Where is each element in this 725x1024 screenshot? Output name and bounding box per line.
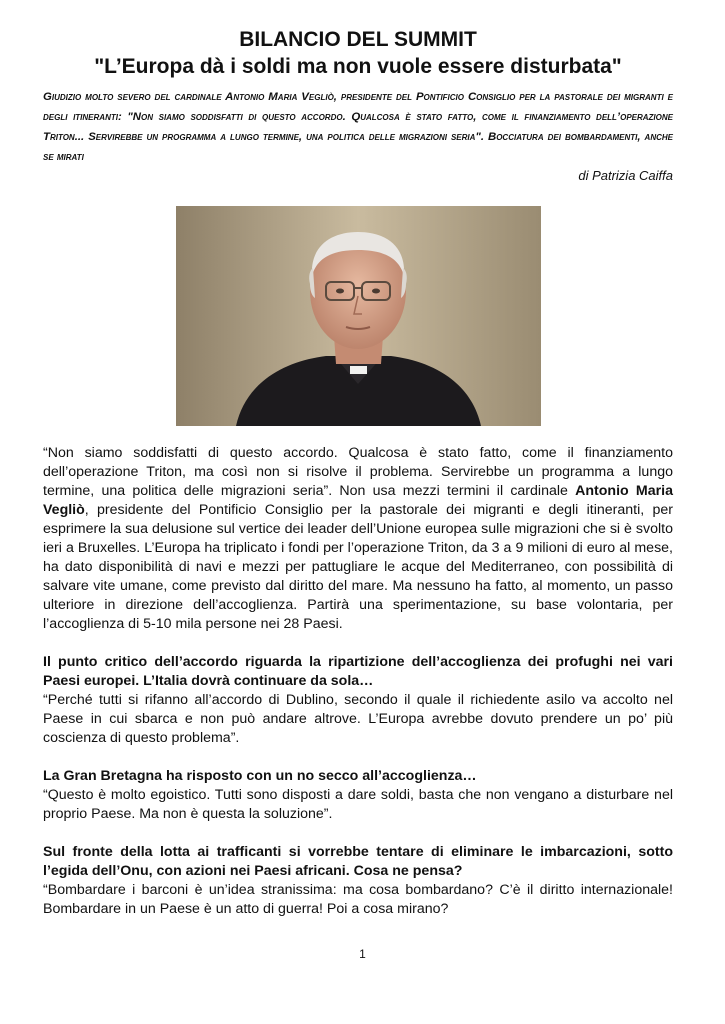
question-1: Il punto critico dell’accordo riguarda la ripartizione dell’accoglienza dei profughi nei vari Paesi europei. L’Italia dovrà continuare da sola…: [43, 654, 673, 689]
page-number: 1: [359, 947, 366, 961]
article-body: [43, 444, 673, 919]
answer-3: “Bombardare i barconi è un’idea stranissima: ma cosa bombardano? C’è il diritto internazionale! Bombardare in un Paese è un atto di guerra! Poi a cosa mirano?: [43, 882, 673, 917]
article-author: di Patrizia Caiffa: [578, 168, 673, 183]
article-title: BILANCIO DEL SUMMIT: [239, 28, 477, 51]
article-lead: Giudizio molto severo del cardinale Antonio Maria Vegliò, presidente del Pontificio Consiglio per la pastorale dei migranti e degli itineranti: "Non siamo soddisfatti di questo accordo. Qualcosa è stato fatto, come il finanziamento dell’operazione Triton... Servirebbe un programma a lungo termine, una politica delle migrazioni seria". Bocciatura dei bombardamenti, anche se mirati: [43, 91, 673, 163]
intro-text-end: , presidente del Pontificio Consiglio per la pastorale dei migranti e degli itineranti, per esprimere la sua delusione sul vertice dei leader dell’Unione europea sulle migrazioni che si è svolto ieri a Bruxelles. L’Europa ha triplicato i fondi per l’operazione Triton, da 3 a 9 milioni di euro al mese, ha dato disponibilità di navi e mezzi per pattugliare le acque del Mediterraneo, con possibilità di salvare vite umane, come previsto dal diritto del mare. Ma nessuno ha fatto, al momento, un passo ulteriore in direzione dell’accoglienza. Partirà una sperimentazione, su base volontaria, per l’accoglienza di 5-10 mila persone nei 28 Paesi.: [43, 502, 673, 632]
answer-2: “Questo è molto egoistico. Tutti sono disposti a dare soldi, basta che non vengano a disturbare nel proprio Paese. Ma non è questa la soluzione”.: [43, 787, 673, 822]
article-subtitle: "L’Europa dà i soldi ma non vuole essere disturbata": [94, 55, 622, 78]
answer-1: “Perché tutti si rifanno all’accordo di Dublino, secondo il quale il richiedente asilo va accolto nel Paese in cui sbarca e non può andare altrove. L’Europa avrebbe dovuto prendere un po’ più coscienza di questo problema”.: [43, 692, 673, 746]
document-page: [43, 26, 673, 917]
cardinal-portrait-photo: [176, 206, 541, 426]
question-3: Sul fronte della lotta ai trafficanti si vorrebbe tentare di eliminare le imbarcazioni, sotto l’egida dell’Onu, con azioni nei Paesi africani. Cosa ne pensa?: [43, 844, 673, 879]
question-2: La Gran Bretagna ha risposto con un no secco all’accoglienza…: [43, 768, 477, 784]
portrait-illustration: [176, 206, 541, 426]
intro-text-start: “Non siamo soddisfatti di questo accordo. Qualcosa è stato fatto, come il finanziamento dell’operazione Triton, ma così non si risolve il problema. Servirebbe un programma a lungo termine, una politica delle migrazioni seria”. Non usa mezzi termini il cardinale: [43, 445, 673, 499]
cardinal-name: Antonio Maria Vegliò: [43, 483, 673, 518]
paragraph-intro: [43, 444, 673, 634]
